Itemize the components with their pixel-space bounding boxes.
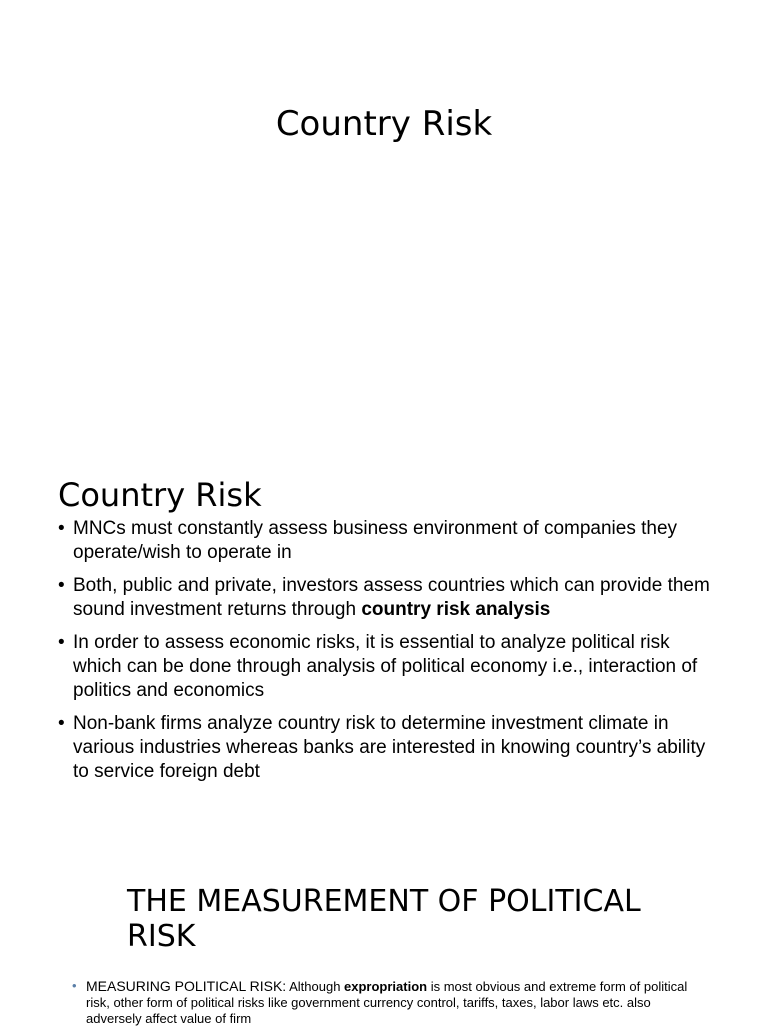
bullet-text: Both, public and private, investors assess countries which can provide them sound investment returns through xyxy=(73,575,710,620)
bullet-text: Non-bank firms analyze country risk to determine investment climate in various industries whereas banks are interested in knowing country’s ability to service foreign debt xyxy=(73,713,706,782)
slide-3-bullet-list xyxy=(72,978,702,1027)
bullet-text: Although xyxy=(286,979,345,994)
bullet-item xyxy=(58,574,718,622)
slide-1 xyxy=(0,0,768,440)
bullet-item xyxy=(72,978,702,1027)
slide-2 xyxy=(0,440,768,840)
slide-2-bullet-list xyxy=(58,517,718,793)
slide-3-title: THE MEASUREMENT OF POLITICAL RISK xyxy=(127,884,641,954)
bullet-text: is most obvious and extreme form of political risk, other form of political risks like government currency control, tariffs, taxes, labor laws etc. also adversely affect value of firm xyxy=(86,979,688,1026)
slide-2-title: Country Risk xyxy=(58,476,262,514)
bullet-item xyxy=(58,712,718,784)
bullet-item xyxy=(58,517,718,565)
bullet-item xyxy=(58,631,718,703)
bullet-text: MNCs must constantly assess business environment of companies they operate/wish to operate in xyxy=(73,518,678,563)
bullet-bold-text: country risk analysis xyxy=(361,599,551,620)
slide-3 xyxy=(0,840,768,1024)
bullet-text: In order to assess economic risks, it is essential to analyze political risk which can be done through analysis of political economy i.e., interaction of politics and economics xyxy=(73,632,698,701)
slide-1-title: Country Risk xyxy=(275,104,493,144)
bullet-lead-text: MEASURING POLITICAL RISK: xyxy=(86,978,287,994)
bullet-bold-text: expropriation xyxy=(344,979,428,994)
